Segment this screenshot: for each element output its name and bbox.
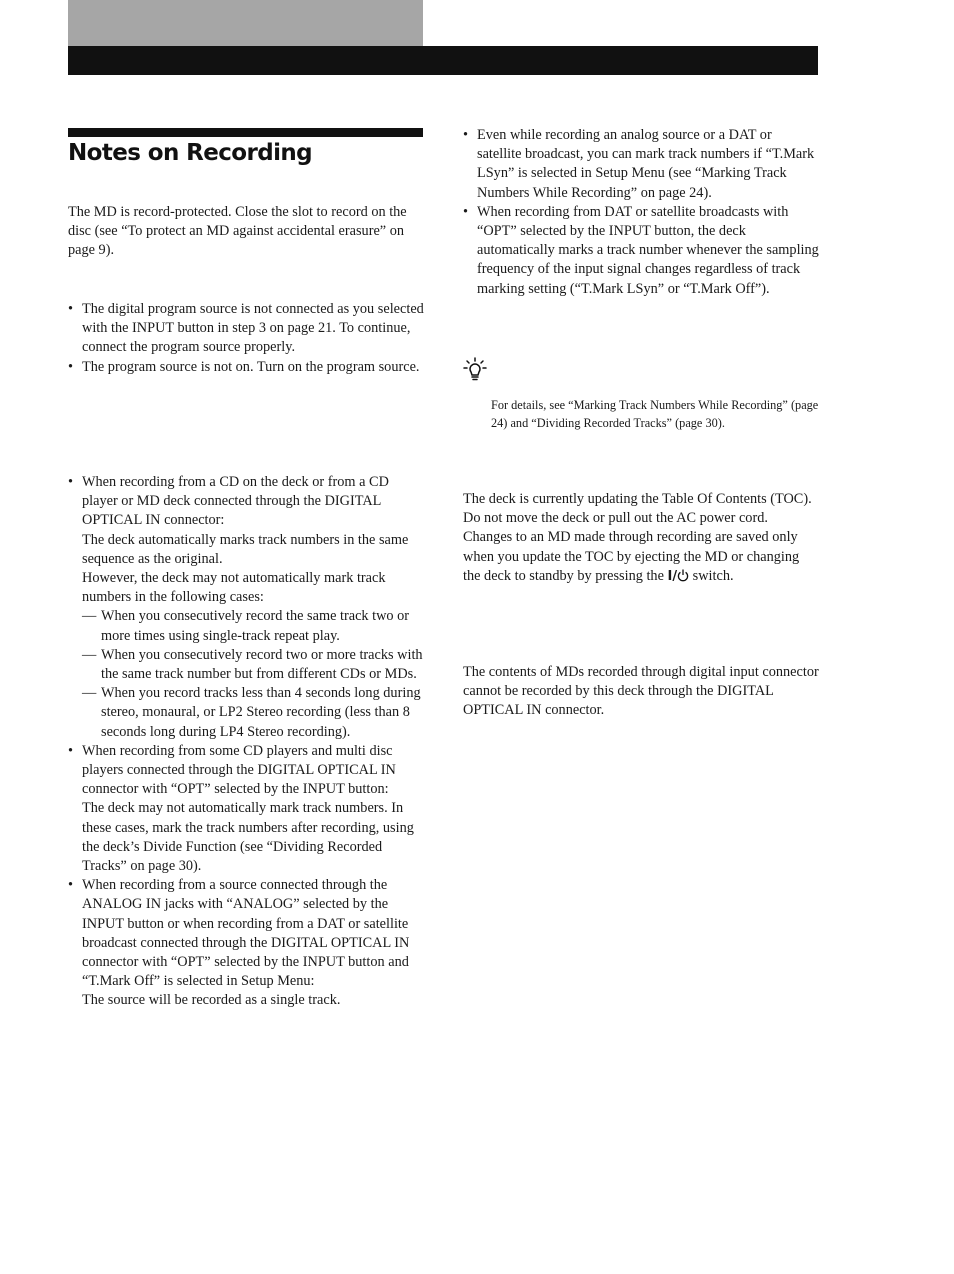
analog-lead: • When recording from a source connected through the ANALOG IN jacks with “ANALOG” selected by the INPUT button or when recording from a DAT or satellite broadcast connected through the DIGITAL OPTICAL IN connector with “OPT” selected by the INPUT button and “T.Mark Off” is selected in Setup Menu:	[82, 877, 410, 990]
toc-text	[463, 490, 819, 586]
tip-text: For details, see “Marking Track Numbers While Recording” (page 24) and “Dividing Recorded Tracks” (page 30).	[491, 398, 819, 430]
toc-text-before: The deck is currently updating the Table Of Contents (TOC). Do not move the deck or pull out the AC power cord. Changes to an MD made through recording are saved only when you update the TOC by ejecting the MD or changing the deck to standby by pressing the	[463, 491, 812, 584]
cd-bullet-line1: The deck automatically marks track numbers in the same sequence as the original.	[82, 531, 409, 567]
cd-bullet	[68, 473, 426, 742]
exception-item: — When you consecutively record the same track two or more times using single-track repeat play.	[82, 607, 426, 645]
multi-disc-lead: • When recording from some CD players and multi disc players connected through the DIGITAL OPTICAL IN connector with “OPT” selected by the INPUT button:	[82, 742, 396, 798]
power-switch-label: I/	[667, 568, 678, 584]
multi-disc-body: The deck may not automatically mark track numbers. In these cases, mark the track numbers after recording, using the deck’s Divide Function (see “Dividing Recorded Tracks” on page 30).	[82, 800, 414, 875]
digital-copy-paragraph	[463, 663, 819, 721]
page-title: Notes on Recording	[68, 140, 312, 166]
track-marking-bullet-list	[68, 473, 426, 1011]
toc-text-after: switch.	[689, 567, 734, 584]
header-gray-tab	[68, 0, 423, 46]
multi-disc-bullet	[68, 742, 426, 876]
exception-item: — When you record tracks less than 4 seconds long during stereo, monaural, or LP2 Stereo recording (less than 8 seconds long during LP4 Stereo recording).	[82, 684, 426, 742]
exception-list	[82, 607, 426, 741]
source-bullet-list	[68, 300, 426, 377]
list-item: • When recording from DAT or satellite broadcasts with “OPT” selected by the INPUT button, the deck automatically marks a track number whenever the sampling frequency of the input signal changes regardless of track marking setting (“T.Mark LSyn” or “T.Mark Off”).	[463, 203, 819, 299]
digital-copy-text: The contents of MDs recorded through digital input connector cannot be recorded by this deck through the DIGITAL OPTICAL IN connector.	[463, 664, 819, 719]
record-protected-paragraph	[68, 203, 426, 261]
exception-item: — When you consecutively record two or more tracks with the same track number but from different CDs or MDs.	[82, 646, 426, 684]
list-item: • The digital program source is not connected as you selected with the INPUT button in step 3 on page 21. To continue, connect the program source properly.	[68, 300, 426, 358]
analog-bullet	[68, 876, 426, 1010]
list-item: • Even while recording an analog source or a DAT or satellite broadcast, you can mark track numbers if “T.Mark LSyn” is selected in Setup Menu (see “Marking Track Numbers While Recording” on page 24).	[463, 126, 819, 203]
lightbulb-tip-icon	[463, 357, 487, 383]
analog-body: The source will be recorded as a single track.	[82, 992, 341, 1009]
header-black-band	[68, 46, 818, 75]
cd-bullet-lead: • When recording from a CD on the deck or from a CD player or MD deck connected through the DIGITAL OPTICAL IN connector:	[82, 474, 389, 529]
toc-paragraph	[463, 490, 819, 586]
list-item: • The program source is not on. Turn on the program source.	[68, 358, 426, 377]
power-icon	[677, 568, 689, 582]
right-bullet-list	[463, 126, 819, 299]
cd-bullet-line2: However, the deck may not automatically mark track numbers in the following cases:	[82, 570, 386, 606]
title-rule	[68, 128, 423, 137]
record-protected-text: The MD is record-protected. Close the slot to record on the disc (see “To protect an MD against accidental erasure” on page 9).	[68, 204, 407, 259]
